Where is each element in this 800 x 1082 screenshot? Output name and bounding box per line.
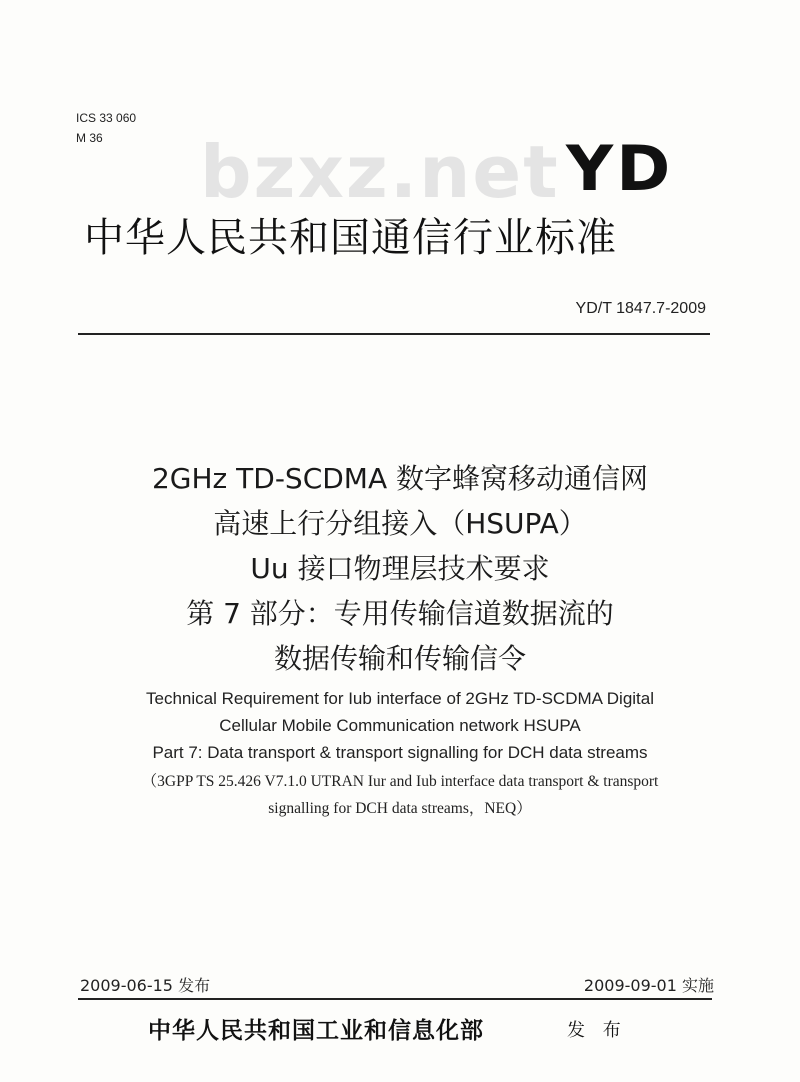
yd-logo: YD (566, 132, 674, 205)
chinese-title-line: 第 7 部分：专用传输信道数据流的 (186, 597, 614, 630)
english-title-line: Part 7: Data transport & transport signalling for DCH data streams (152, 743, 648, 762)
header-divider (78, 333, 710, 335)
issue-date: 2009-06-15 发布 (80, 976, 211, 995)
standard-category-title: 中华人民共和国通信行业标准 (84, 215, 617, 261)
ics-code: ICS 33 060 (76, 111, 137, 125)
chinese-title-line: Uu 接口物理层技术要求 (250, 552, 550, 585)
chinese-title-line: 数据传输和传输信令 (273, 642, 526, 675)
issuing-authority: 中华人民共和国工业和信息化部 (148, 1018, 484, 1044)
watermark: bzxz.net (200, 130, 560, 214)
publish-label: 发 布 (567, 1020, 627, 1041)
reference-note (0, 768, 800, 822)
standard-number: YD/T 1847.7-2009 (575, 300, 706, 317)
english-title-line: Cellular Mobile Communication network HSUPA (219, 716, 581, 735)
chinese-title (0, 456, 800, 681)
footer-divider (78, 998, 712, 1000)
chinese-title-line: 2GHz TD-SCDMA 数字蜂窝移动通信网 (151, 462, 649, 495)
reference-note-line: （3GPP TS 25.426 V7.1.0 UTRAN Iur and Iub interface data transport & transport (141, 773, 659, 790)
classification-code: M 36 (76, 131, 103, 145)
english-title-line: Technical Requirement for Iub interface of 2GHz TD-SCDMA Digital (146, 689, 654, 708)
english-title (0, 685, 800, 766)
implementation-date: 2009-09-01 实施 (583, 976, 714, 995)
classification-codes (76, 108, 136, 148)
chinese-title-line: 高速上行分组接入（HSUPA） (213, 507, 587, 540)
reference-note-line: signalling for DCH data streams，NEQ） (268, 800, 532, 817)
